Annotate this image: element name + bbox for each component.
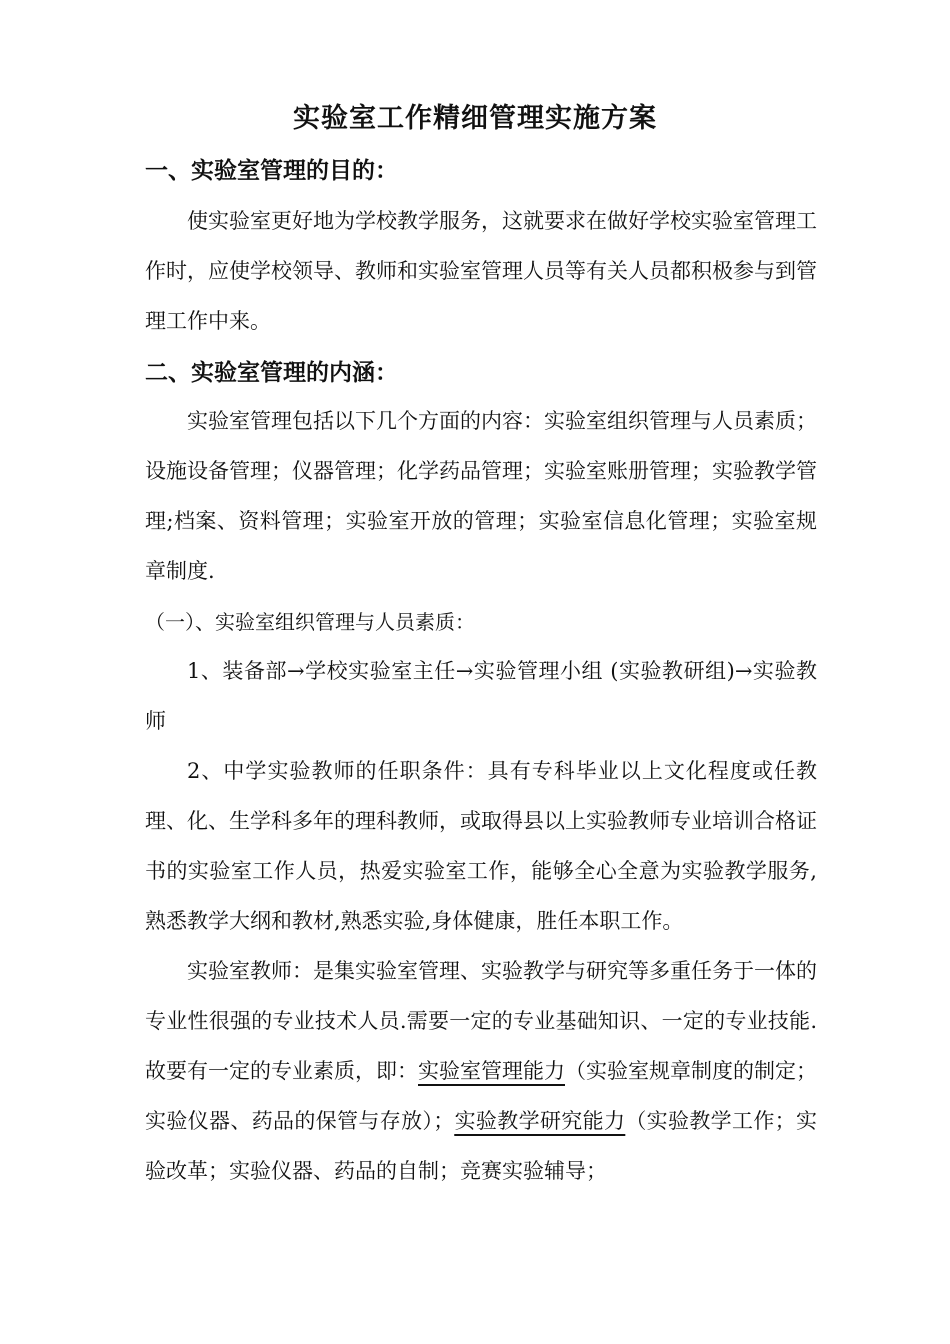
section-1-paragraph: 使实验室更好地为学校教学服务，这就要求在做好学校实验室管理工作时，应使学校领导、教师和实验室管理人员等有关人员都积极参与到管理工作中来。	[145, 209, 817, 333]
list-item-2: 2、中学实验教师的任职条件：具有专科毕业以上文化程度或任教理、化、生学科多年的理科教师，或取得县以上实验教师专业培训合格证书的实验室工作人员，热爱实验室工作，能够全心全意为实验教学服务,熟悉教学大纲和教材,熟悉实验,身体健康，胜任本职工作。	[145, 759, 817, 933]
underlined-teaching-research-ability: 实验教学研究能力	[454, 1109, 626, 1133]
underlined-lab-management-ability: 实验室管理能力	[418, 1059, 565, 1083]
section-1-heading: 一、实验室管理的目的：	[145, 158, 398, 184]
teacher-text-b: （实验室规章制度的制定；实验仪器、药品的保管与存放）；	[145, 1059, 817, 1133]
section-2-heading: 二、实验室管理的内涵：	[145, 360, 398, 386]
list-item-1: 1、装备部→学校实验室主任→实验管理小组 (实验教研组)→实验教师	[145, 659, 817, 733]
teacher-paragraph	[145, 946, 817, 1196]
section-2-paragraph: 实验室管理包括以下几个方面的内容：实验室组织管理与人员素质；设施设备管理；仪器管理；化学药品管理；实验室账册管理；实验教学管理;档案、资料管理；实验室开放的管理；实验室信息化管理；实验室规章制度.	[145, 409, 817, 583]
teacher-text-a: 实验室教师：是集实验室管理、实验教学与研究等多重任务于一体的专业性很强的专业技术人员.需要一定的专业基础知识、一定的专业技能.故要有一定的专业素质，即：	[145, 959, 817, 1083]
teacher-text-c: （实验教学工作；实验改革；实验仪器、药品的自制；竞赛实验辅导；	[145, 1109, 818, 1183]
document-title: 实验室工作精细管理实施方案	[293, 103, 657, 134]
subsection-1-heading: （一）、实验室组织管理与人员素质：	[145, 610, 475, 634]
